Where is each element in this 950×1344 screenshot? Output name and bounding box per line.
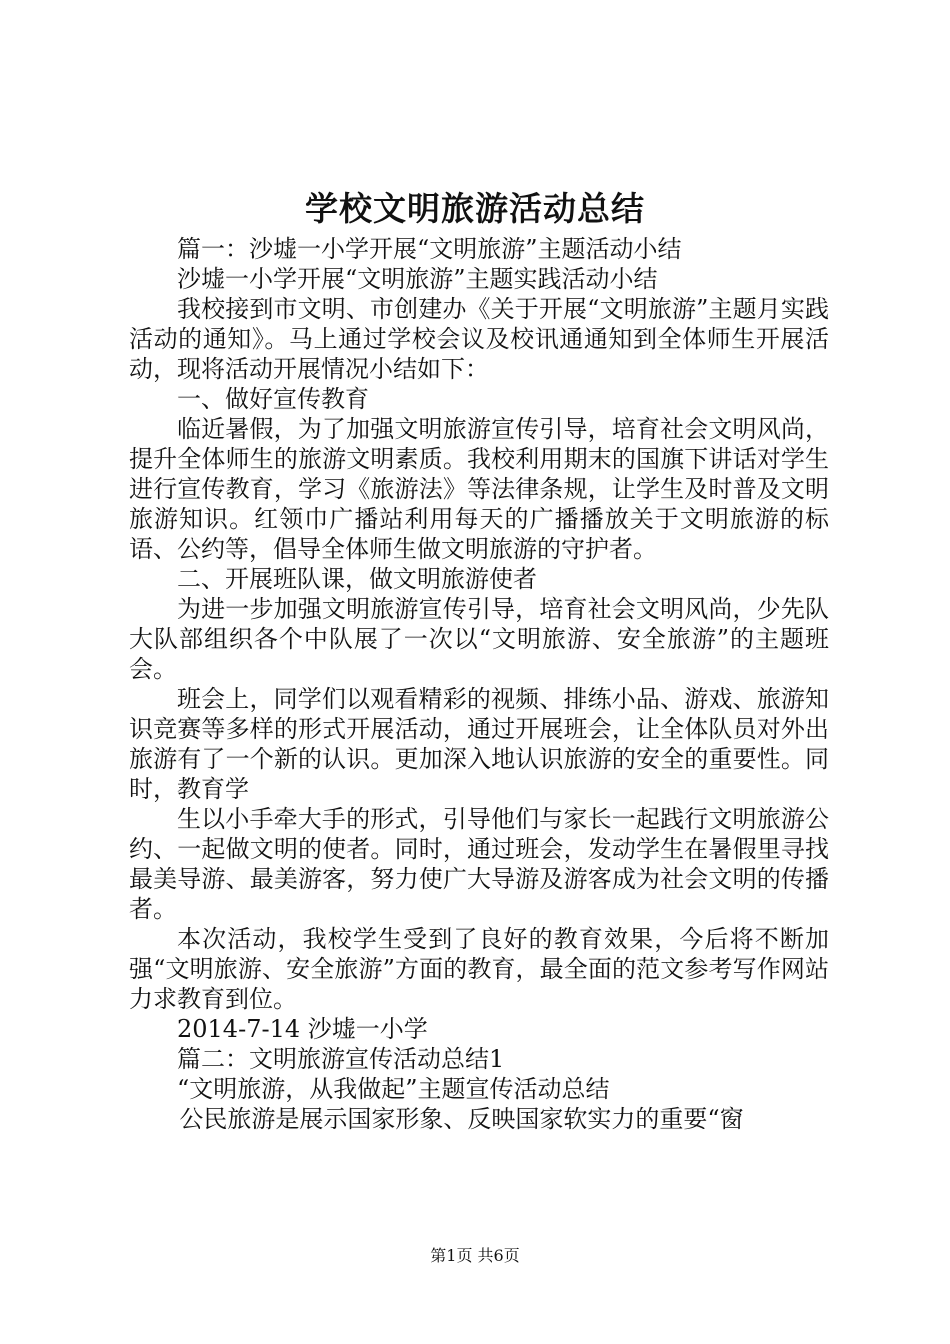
paragraph-subtitle: 沙墟一小学开展“文明旅游”主题实践活动小结 <box>177 265 658 293</box>
paragraph-heading-part-one: 篇一：沙墟一小学开展“文明旅游”主题活动小结 <box>177 235 682 263</box>
page-footer: 第1页 共6页 <box>430 1246 520 1265</box>
paragraph-intro: 我校接到市文明、市创建办《关于开展“文明旅游”主题月实践活动的通知》。马上通过学校会议及校讯通通知到全体师生开展活动，现将活动开展情况小结如下： <box>129 295 829 383</box>
paragraph-heading-part-two: 篇二：文明旅游宣传活动总结1 <box>177 1045 505 1073</box>
paragraph-part-two-body: 公民旅游是展示国家形象、反映国家软实力的重要“窗 <box>179 1105 744 1133</box>
paragraph-part-two-subtitle: “文明旅游，从我做起”主题宣传活动总结 <box>177 1075 610 1103</box>
paragraph-conclusion: 本次活动，我校学生受到了良好的教育效果，今后将不断加强“文明旅游、安全旅游”方面的教育，最全面的范文参考写作网站力求教育到位。 <box>129 925 829 1013</box>
paragraph-class-meeting: 班会上，同学们以观看精彩的视频、排练小品、游戏、旅游知识竞赛等多样的形式开展活动，通过开展班会，让全体队员对外出旅游有了一个新的认识。更加深入地认识旅游的安全的重要性。同时，教育学 <box>129 685 829 803</box>
paragraph-section-two-body: 为进一步加强文明旅游宣传引导，培育社会文明风尚，少先队大队部组织各个中队展了一次以“文明旅游、安全旅游”的主题班会。 <box>129 595 829 683</box>
document-body <box>129 234 829 1134</box>
page-title: 学校文明旅游活动总结 <box>305 189 645 228</box>
paragraph-section-one-heading: 一、做好宣传教育 <box>177 385 369 413</box>
paragraph-date-signature: 2014-7-14 沙墟一小学 <box>177 1015 428 1043</box>
paragraph-section-two-heading: 二、开展班队课，做文明旅游使者 <box>177 565 537 593</box>
paragraph-class-meeting-continued: 生以小手牵大手的形式，引导他们与家长一起践行文明旅游公约、一起做文明的使者。同时，通过班会，发动学生在暑假里寻找最美导游、最美游客，努力使广大导游及游客成为社会文明的传播者。 <box>129 805 829 923</box>
paragraph-section-one-body: 临近暑假，为了加强文明旅游宣传引导，培育社会文明风尚，提升全体师生的旅游文明素质。我校利用期末的国旗下讲话对学生进行宣传教育，学习《旅游法》等法律条规，让学生及时普及文明旅游知识。红领巾广播站利用每天的广播播放关于文明旅游的标语、公约等，倡导全体师生做文明旅游的守护者。 <box>129 415 829 563</box>
